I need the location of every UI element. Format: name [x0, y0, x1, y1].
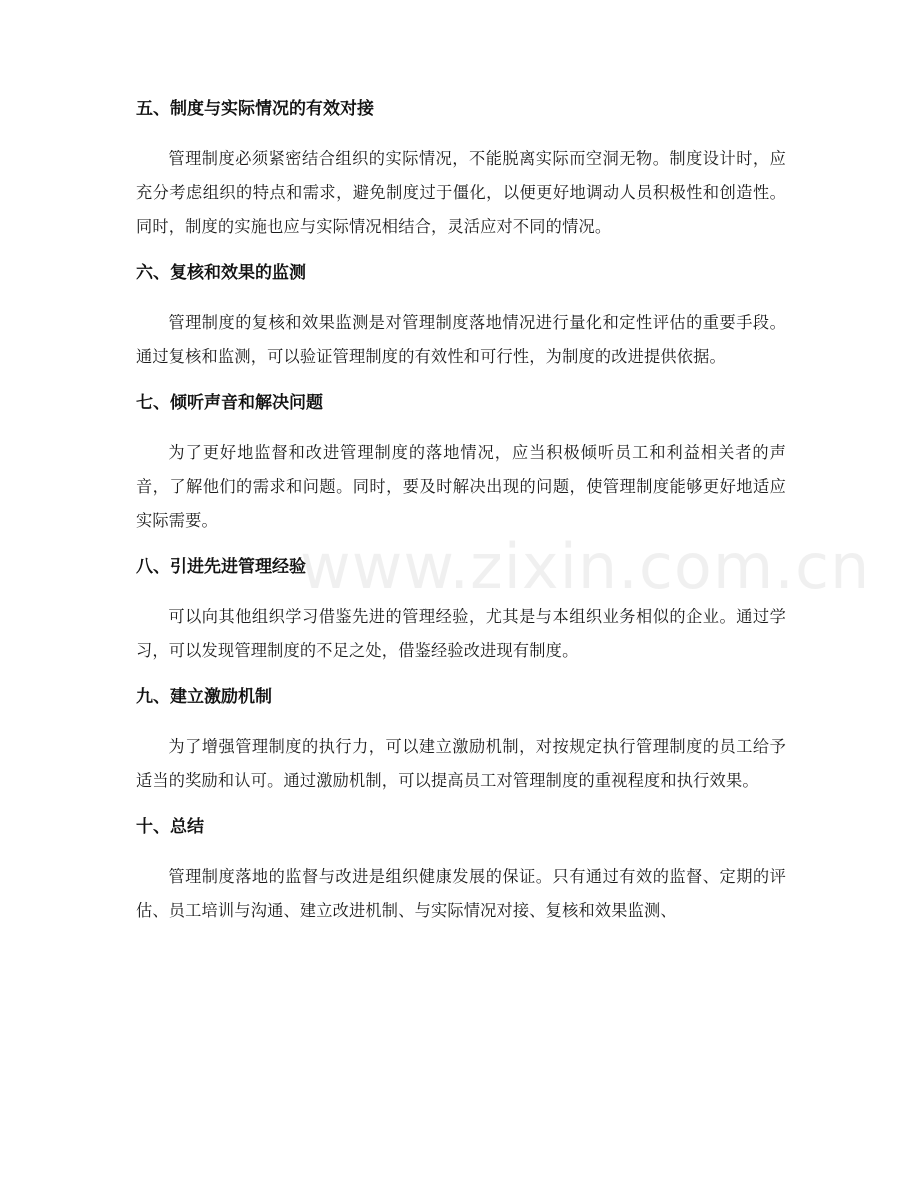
section-8	[136, 554, 786, 668]
section-heading: 十、总结	[136, 817, 204, 837]
section-heading: 七、倾听声音和解决问题	[136, 393, 323, 413]
watermark: www.zixin.com.cn	[300, 530, 871, 603]
section-paragraph: 管理制度必须紧密结合组织的实际情况，不能脱离实际而空洞无物。制度设计时，应充分考虑组织的特点和需求，避免制度过于僵化，以便更好地调动人员积极性和创造性。同时，制度的实施也应与实际情况相结合，灵活应对不同的情况。	[136, 149, 786, 236]
section-paragraph: 为了增强管理制度的执行力，可以建立激励机制，对按规定执行管理制度的员工给予适当的奖励和认可。通过激励机制，可以提高员工对管理制度的重视程度和执行效果。	[136, 737, 786, 790]
section-heading: 六、复核和效果的监测	[136, 263, 306, 283]
section-5	[136, 96, 786, 244]
section-paragraph: 管理制度落地的监督与改进是组织健康发展的保证。只有通过有效的监督、定期的评估、员工培训与沟通、建立改进机制、与实际情况对接、复核和效果监测、	[136, 867, 786, 920]
section-heading: 八、引进先进管理经验	[136, 557, 306, 577]
section-heading: 九、建立激励机制	[136, 687, 272, 707]
section-paragraph: 管理制度的复核和效果监测是对管理制度落地情况进行量化和定性评估的重要手段。通过复核和监测，可以验证管理制度的有效性和可行性，为制度的改进提供依据。	[136, 313, 786, 366]
document-page	[136, 96, 786, 944]
section-7	[136, 390, 786, 538]
section-10	[136, 814, 786, 928]
section-6	[136, 260, 786, 374]
section-9	[136, 684, 786, 798]
section-paragraph: 为了更好地监督和改进管理制度的落地情况，应当积极倾听员工和利益相关者的声音，了解他们的需求和问题。同时，要及时解决出现的问题，使管理制度能够更好地适应实际需要。	[136, 443, 786, 530]
section-paragraph: 可以向其他组织学习借鉴先进的管理经验，尤其是与本组织业务相似的企业。通过学习，可以发现管理制度的不足之处，借鉴经验改进现有制度。	[136, 607, 786, 660]
section-heading: 五、制度与实际情况的有效对接	[136, 99, 374, 119]
